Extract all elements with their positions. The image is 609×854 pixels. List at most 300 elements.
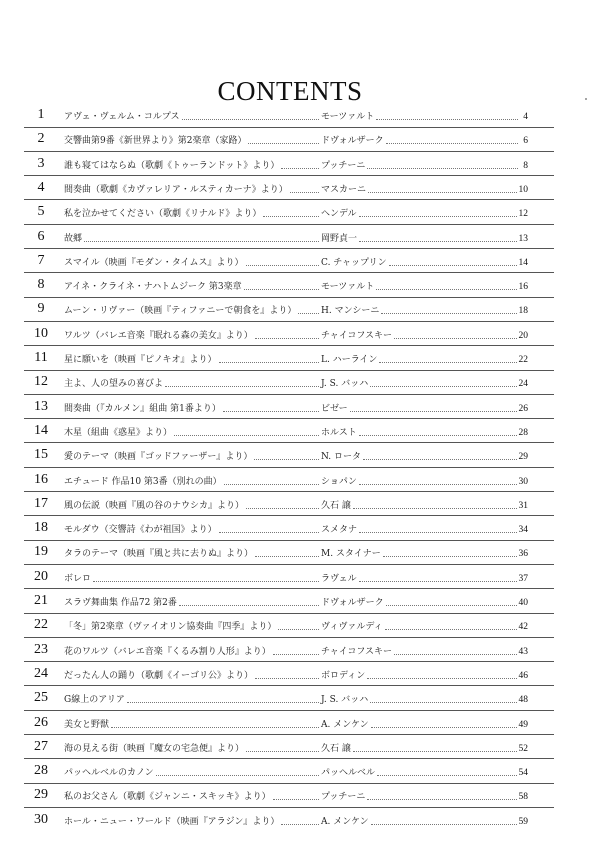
composer-page-group xyxy=(321,403,528,415)
entry-page-number: 37 xyxy=(518,573,528,584)
dot-leader xyxy=(359,435,517,436)
entry-page-number: 26 xyxy=(518,403,528,414)
entry-line xyxy=(64,425,528,439)
entry-title: 間奏曲（『カルメン』組曲 第1番より） xyxy=(64,403,221,414)
page-title: CONTENTS xyxy=(217,76,363,107)
row-divider xyxy=(24,661,554,662)
row-divider xyxy=(24,345,554,346)
row-divider xyxy=(24,710,554,711)
contents-entry[interactable] xyxy=(0,252,609,270)
entry-composer: プッチーニ xyxy=(321,792,366,803)
contents-entry[interactable] xyxy=(0,714,609,732)
row-divider xyxy=(24,199,554,200)
dot-leader xyxy=(353,751,517,752)
entry-line xyxy=(64,668,528,682)
entry-composer: C. チャップリン xyxy=(321,257,387,268)
contents-entry[interactable] xyxy=(0,738,609,756)
entry-line xyxy=(64,231,528,245)
entry-composer: 岡野貞一 xyxy=(321,233,358,244)
composer-page-group xyxy=(321,548,528,560)
dot-leader xyxy=(254,459,319,460)
row-divider xyxy=(24,297,554,298)
entry-line xyxy=(64,328,528,342)
dot-leader xyxy=(156,775,319,776)
composer-page-group xyxy=(321,281,528,293)
dot-leader xyxy=(165,386,319,387)
entry-line xyxy=(64,619,528,633)
dot-leader xyxy=(367,678,516,679)
entry-line xyxy=(64,644,528,658)
entry-page-number: 4 xyxy=(523,112,528,122)
entry-number: 23 xyxy=(34,641,48,657)
row-divider xyxy=(24,734,554,735)
row-divider xyxy=(24,807,554,808)
entry-number: 18 xyxy=(34,520,48,536)
entry-number: 7 xyxy=(37,252,45,268)
entry-page-number: 30 xyxy=(518,476,528,487)
row-divider xyxy=(24,637,554,638)
entry-composer: 久石 譲 xyxy=(321,500,351,511)
entry-title: ムーン・リヴァー（映画『ティファニーで朝食を』より） xyxy=(64,306,297,317)
entry-page-number: 54 xyxy=(518,768,528,779)
entry-page-number: 42 xyxy=(518,622,528,633)
contents-entry[interactable] xyxy=(0,373,609,391)
entry-number: 8 xyxy=(37,277,45,293)
entry-title: 私のお父さん（歌劇《ジャンニ・スキッキ》より） xyxy=(64,792,271,803)
entry-title: 星に願いを（映画『ピノキオ』より） xyxy=(64,355,217,365)
dot-leader xyxy=(359,532,516,533)
entry-number: 19 xyxy=(34,544,48,560)
contents-entry[interactable] xyxy=(0,543,609,561)
entry-line xyxy=(64,109,528,123)
entry-title: 間奏曲（歌劇《カヴァレリア・ルスティカーナ》より） xyxy=(64,184,288,195)
entry-composer: チャイコフスキー xyxy=(321,330,393,341)
entry-number: 25 xyxy=(34,690,48,706)
entry-number: 2 xyxy=(37,131,45,147)
contents-entry[interactable] xyxy=(0,689,609,707)
entry-number: 26 xyxy=(34,714,48,730)
entry-number: 4 xyxy=(37,179,45,195)
contents-entry[interactable] xyxy=(0,276,609,294)
entry-composer: M. スタイナー xyxy=(321,549,381,560)
dot-leader xyxy=(127,702,319,703)
contents-entry[interactable] xyxy=(0,495,609,513)
entry-page-number: 13 xyxy=(518,233,528,244)
entry-title: 故郷 xyxy=(64,233,83,244)
dot-leader xyxy=(368,192,516,193)
entry-title: 誰も寝てはならぬ（歌劇《トゥーランドット》より） xyxy=(64,160,280,171)
dot-leader xyxy=(179,605,319,606)
contents-entry[interactable] xyxy=(0,568,609,586)
entry-number: 28 xyxy=(34,763,48,779)
contents-entry[interactable] xyxy=(0,203,609,221)
dot-leader xyxy=(381,313,516,314)
row-divider xyxy=(24,175,554,176)
contents-entry[interactable] xyxy=(0,665,609,683)
composer-page-group xyxy=(321,233,528,245)
entry-number: 11 xyxy=(34,350,48,365)
dot-leader xyxy=(376,119,518,120)
entry-composer: ドヴォルザーク xyxy=(321,136,384,147)
entry-line xyxy=(64,401,528,415)
row-divider xyxy=(24,758,554,759)
composer-page-group xyxy=(321,257,528,269)
dot-leader xyxy=(182,119,319,120)
entry-title: 美女と野獣 xyxy=(64,719,110,730)
entry-composer: ドヴォルザーク xyxy=(321,598,384,608)
entry-title: だったん人の踊り（歌劇《イーゴリ公》より） xyxy=(64,670,254,681)
entry-number: 24 xyxy=(34,665,48,681)
entry-title: 愛のテーマ（映画『ゴッドファーザー』より） xyxy=(64,452,253,463)
entry-number: 1 xyxy=(37,107,45,122)
entry-number: 14 xyxy=(34,422,48,438)
entry-number: 15 xyxy=(34,447,48,463)
dot-leader xyxy=(367,799,516,800)
dot-leader xyxy=(263,216,319,217)
entry-composer: モーツァルト xyxy=(321,282,375,293)
dot-leader xyxy=(394,338,516,339)
entry-page-number: 8 xyxy=(523,160,528,171)
entry-line xyxy=(64,765,528,779)
entry-line xyxy=(64,449,528,463)
contents-entry[interactable] xyxy=(0,422,609,440)
contents-entry[interactable] xyxy=(0,641,609,659)
contents-entry[interactable] xyxy=(0,228,609,246)
row-divider xyxy=(24,394,554,395)
dot-leader xyxy=(359,484,517,485)
entry-composer: N. ロータ xyxy=(321,452,362,463)
dot-leader xyxy=(383,556,517,557)
contents-entry[interactable] xyxy=(0,398,609,416)
composer-page-group xyxy=(321,476,528,488)
entry-page-number: 6 xyxy=(523,136,528,147)
dot-leader xyxy=(359,216,517,217)
entry-page-number: 14 xyxy=(518,257,528,268)
contents-entry[interactable] xyxy=(0,155,609,173)
contents-entry[interactable] xyxy=(0,349,609,367)
decorative-dot xyxy=(585,98,587,100)
entry-line xyxy=(64,474,528,488)
dot-leader xyxy=(359,241,516,242)
entry-number: 9 xyxy=(37,301,45,317)
row-divider xyxy=(24,685,554,686)
composer-page-group xyxy=(321,111,528,123)
entry-line xyxy=(64,595,528,609)
dot-leader xyxy=(273,799,319,800)
dot-leader xyxy=(246,265,319,266)
entry-page-number: 16 xyxy=(518,282,528,293)
entry-title: 交響曲第9番《新世界より》第2楽章（家路） xyxy=(64,136,247,147)
entry-composer: L. ハーライン xyxy=(321,355,378,365)
entry-title: 花のワルツ（バレエ音楽『くるみ割り人形』より） xyxy=(64,646,271,657)
entry-number: 21 xyxy=(34,593,48,608)
entry-title: パッヘルベルのカノン xyxy=(64,768,154,779)
entry-page-number: 10 xyxy=(518,184,528,195)
dot-leader xyxy=(389,265,517,266)
entry-page-number: 46 xyxy=(518,670,528,681)
entry-number: 5 xyxy=(37,204,45,220)
entry-page-number: 36 xyxy=(518,549,528,560)
entry-line xyxy=(64,133,528,147)
composer-page-group xyxy=(321,451,528,463)
dot-leader xyxy=(244,289,319,290)
dot-leader xyxy=(386,605,517,606)
contents-entry[interactable] xyxy=(0,179,609,197)
dot-leader xyxy=(394,654,516,655)
entry-number: 10 xyxy=(34,325,48,341)
entry-composer: A. メンケン xyxy=(321,816,369,827)
composer-page-group xyxy=(321,621,528,633)
dot-leader xyxy=(255,678,319,679)
entry-number: 16 xyxy=(34,471,48,487)
entry-composer: ボロディン xyxy=(321,670,366,681)
entry-title: 「冬」第2楽章（ヴァイオリン協奏曲『四季』より） xyxy=(64,622,277,633)
contents-entry[interactable] xyxy=(0,786,609,804)
dot-leader xyxy=(363,459,516,460)
composer-page-group xyxy=(321,743,528,755)
entry-title: ワルツ（バレエ音楽『眠れる森の美女』より） xyxy=(64,330,253,341)
composer-page-group xyxy=(321,305,528,317)
composer-page-group xyxy=(321,378,528,390)
composer-page-group xyxy=(321,767,528,779)
entry-composer: 久石 譲 xyxy=(321,743,351,754)
row-divider xyxy=(24,783,554,784)
entry-line xyxy=(64,182,528,196)
entry-line xyxy=(64,741,528,755)
entry-title: ホール・ニュー・ワールド（映画『アラジン』より） xyxy=(64,816,280,827)
entry-line xyxy=(64,571,528,585)
row-divider xyxy=(24,272,554,273)
entry-line xyxy=(64,498,528,512)
composer-page-group xyxy=(321,184,528,196)
dot-leader xyxy=(290,192,319,193)
entry-page-number: 22 xyxy=(518,355,528,365)
entry-title: G線上のアリア xyxy=(64,695,125,706)
dot-leader xyxy=(273,654,319,655)
entry-composer: ショパン xyxy=(321,476,357,487)
entry-title: 木星（組曲《惑星》より） xyxy=(64,427,173,438)
entry-composer: パッヘルベル xyxy=(321,768,376,779)
dot-leader xyxy=(371,824,517,825)
dot-leader xyxy=(376,289,516,290)
dot-leader xyxy=(278,629,319,630)
entry-composer: ビゼー xyxy=(321,403,348,414)
dot-leader xyxy=(246,508,319,509)
entry-page-number: 12 xyxy=(518,209,528,220)
contents-entry[interactable] xyxy=(0,519,609,537)
entry-page-number: 31 xyxy=(518,500,528,511)
entry-page-number: 43 xyxy=(518,646,528,657)
dot-leader xyxy=(219,532,319,533)
dot-leader xyxy=(367,168,518,169)
entry-line xyxy=(64,522,528,536)
entry-line xyxy=(64,206,528,220)
entry-page-number: 29 xyxy=(518,452,528,463)
entry-line xyxy=(64,352,528,366)
dot-leader xyxy=(281,824,319,825)
entry-page-number: 48 xyxy=(518,695,528,706)
entry-line xyxy=(64,303,528,317)
dot-leader xyxy=(353,508,517,509)
composer-page-group xyxy=(321,573,528,585)
dot-leader xyxy=(386,143,518,144)
row-divider xyxy=(24,127,554,128)
entry-composer: ホルスト xyxy=(321,427,357,438)
row-divider xyxy=(24,540,554,541)
row-divider xyxy=(24,515,554,516)
entry-line xyxy=(64,789,528,803)
dot-leader xyxy=(298,313,319,314)
dot-leader xyxy=(359,581,517,582)
dot-leader xyxy=(255,556,319,557)
contents-entry[interactable] xyxy=(0,325,609,343)
dot-leader xyxy=(370,386,516,387)
entry-composer: プッチーニ xyxy=(321,160,366,171)
entry-title: モルダウ（交響詩《わが祖国》より） xyxy=(64,525,217,536)
row-divider xyxy=(24,370,554,371)
row-divider xyxy=(24,224,554,225)
dot-leader xyxy=(385,629,517,630)
composer-page-group xyxy=(321,597,528,609)
dot-leader xyxy=(223,411,319,412)
dot-leader xyxy=(174,435,319,436)
composer-page-group xyxy=(321,646,528,658)
dot-leader xyxy=(111,727,319,728)
entry-page-number: 52 xyxy=(518,743,528,754)
entry-composer: H. マンシーニ xyxy=(321,306,380,317)
entry-page-number: 28 xyxy=(518,427,528,438)
entry-composer: J. S. バッハ xyxy=(321,379,369,390)
composer-page-group xyxy=(321,427,528,439)
composer-page-group xyxy=(321,694,528,706)
entry-page-number: 24 xyxy=(518,379,528,390)
entry-line xyxy=(64,376,528,390)
dot-leader xyxy=(281,168,319,169)
entry-number: 17 xyxy=(34,495,48,511)
entry-title: 海の見える街（映画『魔女の宅急便』より） xyxy=(64,743,245,754)
composer-page-group xyxy=(321,160,528,172)
entry-title: アイネ・クライネ・ナハトムジーク 第3楽章 xyxy=(64,282,242,293)
composer-page-group xyxy=(321,524,528,536)
entry-page-number: 40 xyxy=(518,598,528,608)
entry-composer: チャイコフスキー xyxy=(321,646,393,657)
row-divider xyxy=(24,418,554,419)
dot-leader xyxy=(255,338,319,339)
entry-line xyxy=(64,692,528,706)
contents-entry[interactable] xyxy=(0,471,609,489)
composer-page-group xyxy=(321,135,528,147)
row-divider xyxy=(24,442,554,443)
entry-composer: モーツァルト xyxy=(321,112,375,122)
entry-composer: ヴィヴァルディ xyxy=(321,622,383,633)
entry-line xyxy=(64,279,528,293)
row-divider xyxy=(24,321,554,322)
entry-number: 29 xyxy=(34,787,48,803)
row-divider xyxy=(24,467,554,468)
entry-line xyxy=(64,255,528,269)
contents-entry[interactable] xyxy=(0,300,609,318)
contents-entry[interactable] xyxy=(0,616,609,634)
entry-number: 30 xyxy=(34,811,48,827)
contents-entry[interactable] xyxy=(0,592,609,610)
entry-line xyxy=(64,158,528,172)
dot-leader xyxy=(370,702,516,703)
dot-leader xyxy=(377,775,516,776)
dot-leader xyxy=(84,241,319,242)
dot-leader xyxy=(371,727,517,728)
composer-page-group xyxy=(321,330,528,342)
contents-entry[interactable] xyxy=(0,762,609,780)
row-divider xyxy=(24,564,554,565)
row-divider xyxy=(24,248,554,249)
row-divider xyxy=(24,613,554,614)
entry-title: ボレロ xyxy=(64,573,92,584)
entry-number: 3 xyxy=(37,155,45,171)
dot-leader xyxy=(219,362,319,363)
entry-title: タラのテーマ（映画『風と共に去りぬ』より） xyxy=(64,549,254,560)
composer-page-group xyxy=(321,208,528,220)
contents-entry[interactable] xyxy=(0,130,609,148)
entry-number: 20 xyxy=(34,568,48,584)
entry-number: 12 xyxy=(34,374,48,390)
entry-title: エチュード 作品10 第3番（別れの曲） xyxy=(64,476,222,487)
entry-page-number: 49 xyxy=(518,719,528,730)
dot-leader xyxy=(93,581,319,582)
composer-page-group xyxy=(321,354,528,366)
entry-composer: マスカーニ xyxy=(321,184,367,195)
dot-leader xyxy=(350,411,517,412)
entry-page-number: 18 xyxy=(518,306,528,317)
contents-entry[interactable] xyxy=(0,811,609,829)
entry-composer: スメタナ xyxy=(321,525,358,536)
entry-title: 主よ、人の望みの喜びよ xyxy=(64,379,164,390)
entry-title: 風の伝説（映画『風の谷のナウシカ』より） xyxy=(64,500,245,511)
entry-page-number: 34 xyxy=(518,525,528,536)
dot-leader xyxy=(379,362,516,363)
dot-leader xyxy=(246,751,319,752)
entry-composer: ヘンデル xyxy=(321,209,357,220)
entry-number: 27 xyxy=(34,738,48,754)
row-divider xyxy=(24,588,554,589)
entry-composer: J. S. バッハ xyxy=(321,695,369,706)
entry-line xyxy=(64,717,528,731)
row-divider xyxy=(24,491,554,492)
entry-line xyxy=(64,814,528,828)
composer-page-group xyxy=(321,816,528,828)
row-divider xyxy=(24,151,554,152)
composer-page-group xyxy=(321,500,528,512)
entry-number: 6 xyxy=(37,228,45,244)
entry-line xyxy=(64,546,528,560)
entry-composer: A. メンケン xyxy=(321,719,369,730)
entry-number: 22 xyxy=(34,617,48,633)
entry-title: スマイル（映画『モダン・タイムス』より） xyxy=(64,257,244,268)
contents-entry[interactable] xyxy=(0,106,609,124)
entry-page-number: 59 xyxy=(518,816,528,827)
entry-page-number: 20 xyxy=(518,330,528,341)
entry-number: 13 xyxy=(34,398,48,414)
dot-leader xyxy=(248,143,319,144)
entry-title: アヴェ・ヴェルム・コルプス xyxy=(64,112,180,122)
composer-page-group xyxy=(321,719,528,731)
composer-page-group xyxy=(321,670,528,682)
contents-entry[interactable] xyxy=(0,446,609,464)
entry-title: スラヴ舞曲集 作品72 第2番 xyxy=(64,598,177,608)
entry-title: 私を泣かせてください（歌劇《リナルド》より） xyxy=(64,209,262,220)
entry-composer: ラヴェル xyxy=(321,573,357,584)
entry-page-number: 58 xyxy=(518,792,528,803)
dot-leader xyxy=(224,484,319,485)
